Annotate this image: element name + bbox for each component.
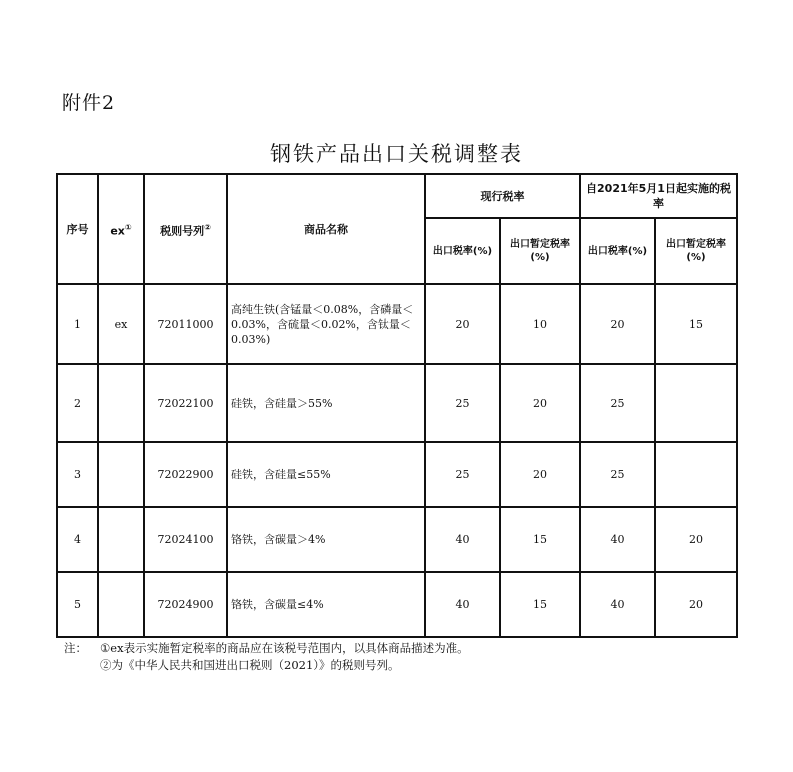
footnote-2-text: ②为《中华人民共和国进出口税则（2021）》的税则号列。 [100,658,400,672]
footnote-1-text: ①ex表示实施暂定税率的商品应在该税号范围内，以具体商品描述为准。 [100,641,469,655]
cell-new-export: 25 [580,364,655,442]
cell-current-export: 25 [425,442,500,507]
footnote-2 [64,657,469,674]
header-current-temp-rate: 出口暂定税率(%) [500,218,580,284]
cell-current-temp: 15 [500,572,580,637]
table-row [57,284,737,364]
cell-seq: 4 [57,507,98,572]
header-name: 商品名称 [227,174,425,284]
header-new-export-rate: 出口税率(%) [580,218,655,284]
header-tariff-no-text: 税则号列 [160,224,205,238]
cell-name: 硅铁，含硅量≤55% [227,442,425,507]
cell-current-temp: 15 [500,507,580,572]
header-ex-text: ex [110,224,125,238]
header-new-rate: 自2021年5月1日起实施的税率 [580,174,737,218]
cell-new-temp: 20 [655,572,737,637]
cell-name: 铬铁，含碳量≤4% [227,572,425,637]
footnotes [64,640,469,674]
header-current-export-rate: 出口税率(%) [425,218,500,284]
tariff-table [56,173,738,638]
cell-code: 72024900 [144,572,227,637]
cell-current-temp: 10 [500,284,580,364]
cell-seq: 1 [57,284,98,364]
cell-current-temp: 20 [500,442,580,507]
document-title: 钢铁产品出口关税调整表 [270,142,523,166]
cell-code: 72011000 [144,284,227,364]
cell-code: 72022100 [144,364,227,442]
cell-name: 硅铁，含硅量＞55% [227,364,425,442]
header-ex [98,174,144,284]
cell-name: 高纯生铁(含锰量＜0.08%，含磷量＜0.03%，含硫量＜0.02%，含钛量＜0.03%) [227,284,425,364]
header-ex-footnote-mark: ① [124,222,132,232]
cell-ex [98,442,144,507]
cell-current-temp: 20 [500,364,580,442]
table-row [57,442,737,507]
footnote-label: 注： [64,641,87,655]
cell-new-temp [655,364,737,442]
cell-new-temp: 20 [655,507,737,572]
cell-name: 铬铁，含碳量＞4% [227,507,425,572]
cell-new-export: 40 [580,507,655,572]
footnote-1 [64,640,469,657]
cell-new-temp [655,442,737,507]
cell-code: 72022900 [144,442,227,507]
header-tariff-no-footnote-mark: ② [204,222,211,232]
cell-new-export: 40 [580,572,655,637]
cell-code: 72024100 [144,507,227,572]
cell-seq: 3 [57,442,98,507]
cell-ex [98,507,144,572]
table-row [57,364,737,442]
cell-ex [98,364,144,442]
cell-new-export: 20 [580,284,655,364]
cell-current-export: 40 [425,572,500,637]
table-row [57,507,737,572]
cell-ex [98,572,144,637]
cell-seq: 5 [57,572,98,637]
cell-current-export: 25 [425,364,500,442]
table-row [57,572,737,637]
attachment-label: 附件2 [62,92,116,114]
cell-new-export: 25 [580,442,655,507]
cell-seq: 2 [57,364,98,442]
cell-new-temp: 15 [655,284,737,364]
cell-current-export: 40 [425,507,500,572]
header-new-temp-rate: 出口暂定税率(%) [655,218,737,284]
header-tariff-no [144,174,227,284]
header-seq: 序号 [57,174,98,284]
header-current-rate: 现行税率 [425,174,580,218]
cell-ex: ex [98,284,144,364]
cell-current-export: 20 [425,284,500,364]
